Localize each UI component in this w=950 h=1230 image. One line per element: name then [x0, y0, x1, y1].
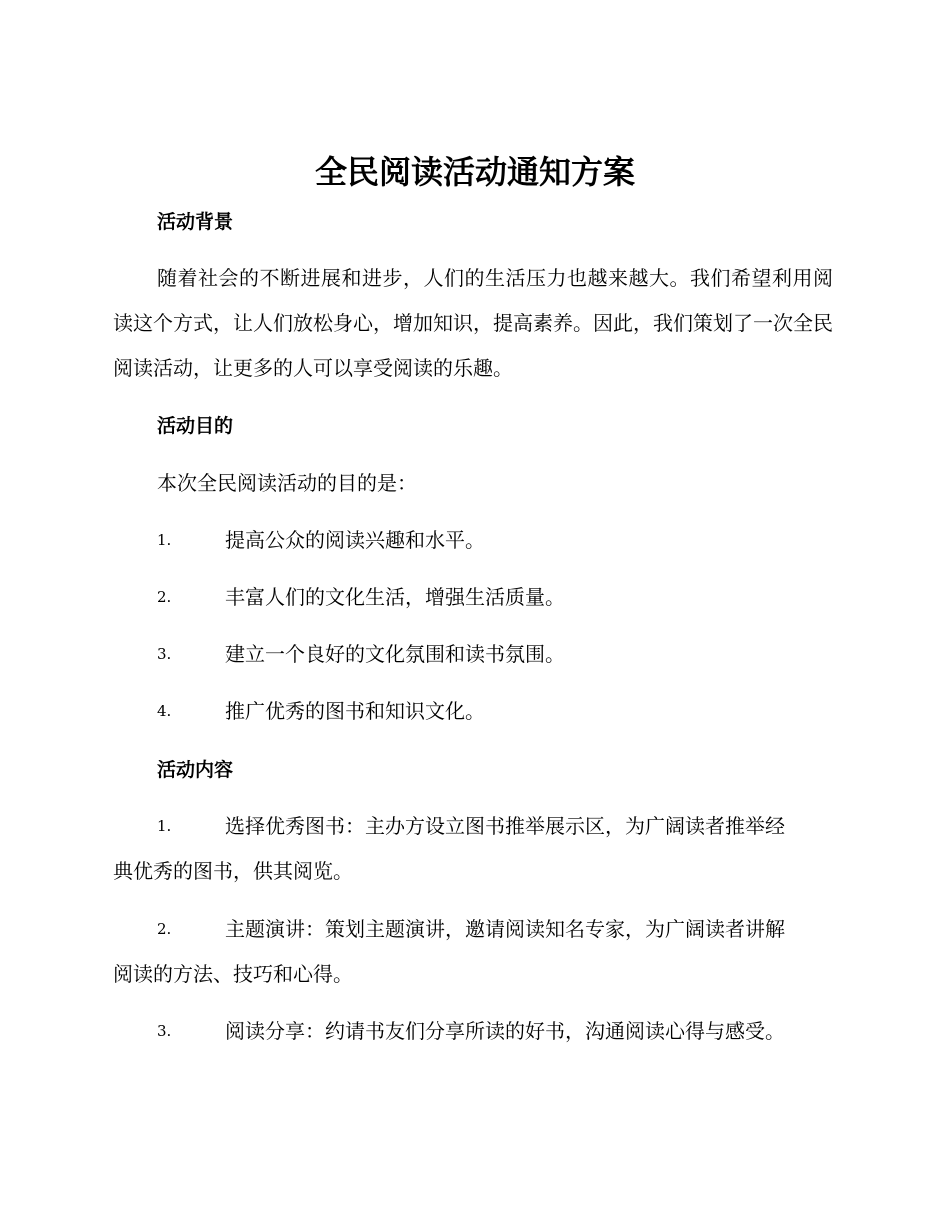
background-paragraph: 随着社会的不断进展和进步，人们的生活压力也越来越大。我们希望利用阅读这个方式，让人们放松身心，增加知识，提高素养。因此，我们策划了一次全民阅读活动，让更多的人可以享受阅读的乐趣。 [113, 266, 833, 380]
section-heading-content: 活动内容 [157, 759, 234, 781]
purpose-intro: 本次全民阅读活动的目的是： [157, 471, 417, 495]
document-title: 全民阅读活动通知方案 [314, 153, 635, 191]
list-item-text: 建立一个良好的文化氛围和读书氛围。 [225, 642, 565, 666]
list-number: 4. [157, 702, 172, 720]
list-number: 3. [157, 645, 172, 663]
list-number: 1. [157, 531, 172, 549]
list-item-text: 选择优秀图书：主办方设立图书推举展示区，为广阔读者推举经 [225, 814, 785, 838]
list-item-text: 推广优秀的图书和知识文化。 [225, 699, 485, 723]
list-item-text: 阅读分享：约请书友们分享所读的好书，沟通阅读心得与感受。 [225, 1019, 785, 1043]
section-heading-purpose: 活动目的 [157, 415, 234, 437]
list-number: 2. [157, 920, 172, 938]
list-item-text-continued: 典优秀的图书，供其阅览。 [113, 859, 353, 883]
list-number: 3. [157, 1022, 172, 1040]
section-heading-background: 活动背景 [157, 211, 234, 233]
list-item-text-continued: 阅读的方法、技巧和心得。 [113, 962, 353, 986]
list-item-text: 提高公众的阅读兴趣和水平。 [225, 528, 485, 552]
list-item-text: 主题演讲：策划主题演讲，邀请阅读知名专家，为广阔读者讲解 [225, 917, 785, 941]
list-number: 1. [157, 817, 172, 835]
list-number: 2. [157, 588, 172, 606]
list-item-text: 丰富人们的文化生活，增强生活质量。 [225, 585, 565, 609]
